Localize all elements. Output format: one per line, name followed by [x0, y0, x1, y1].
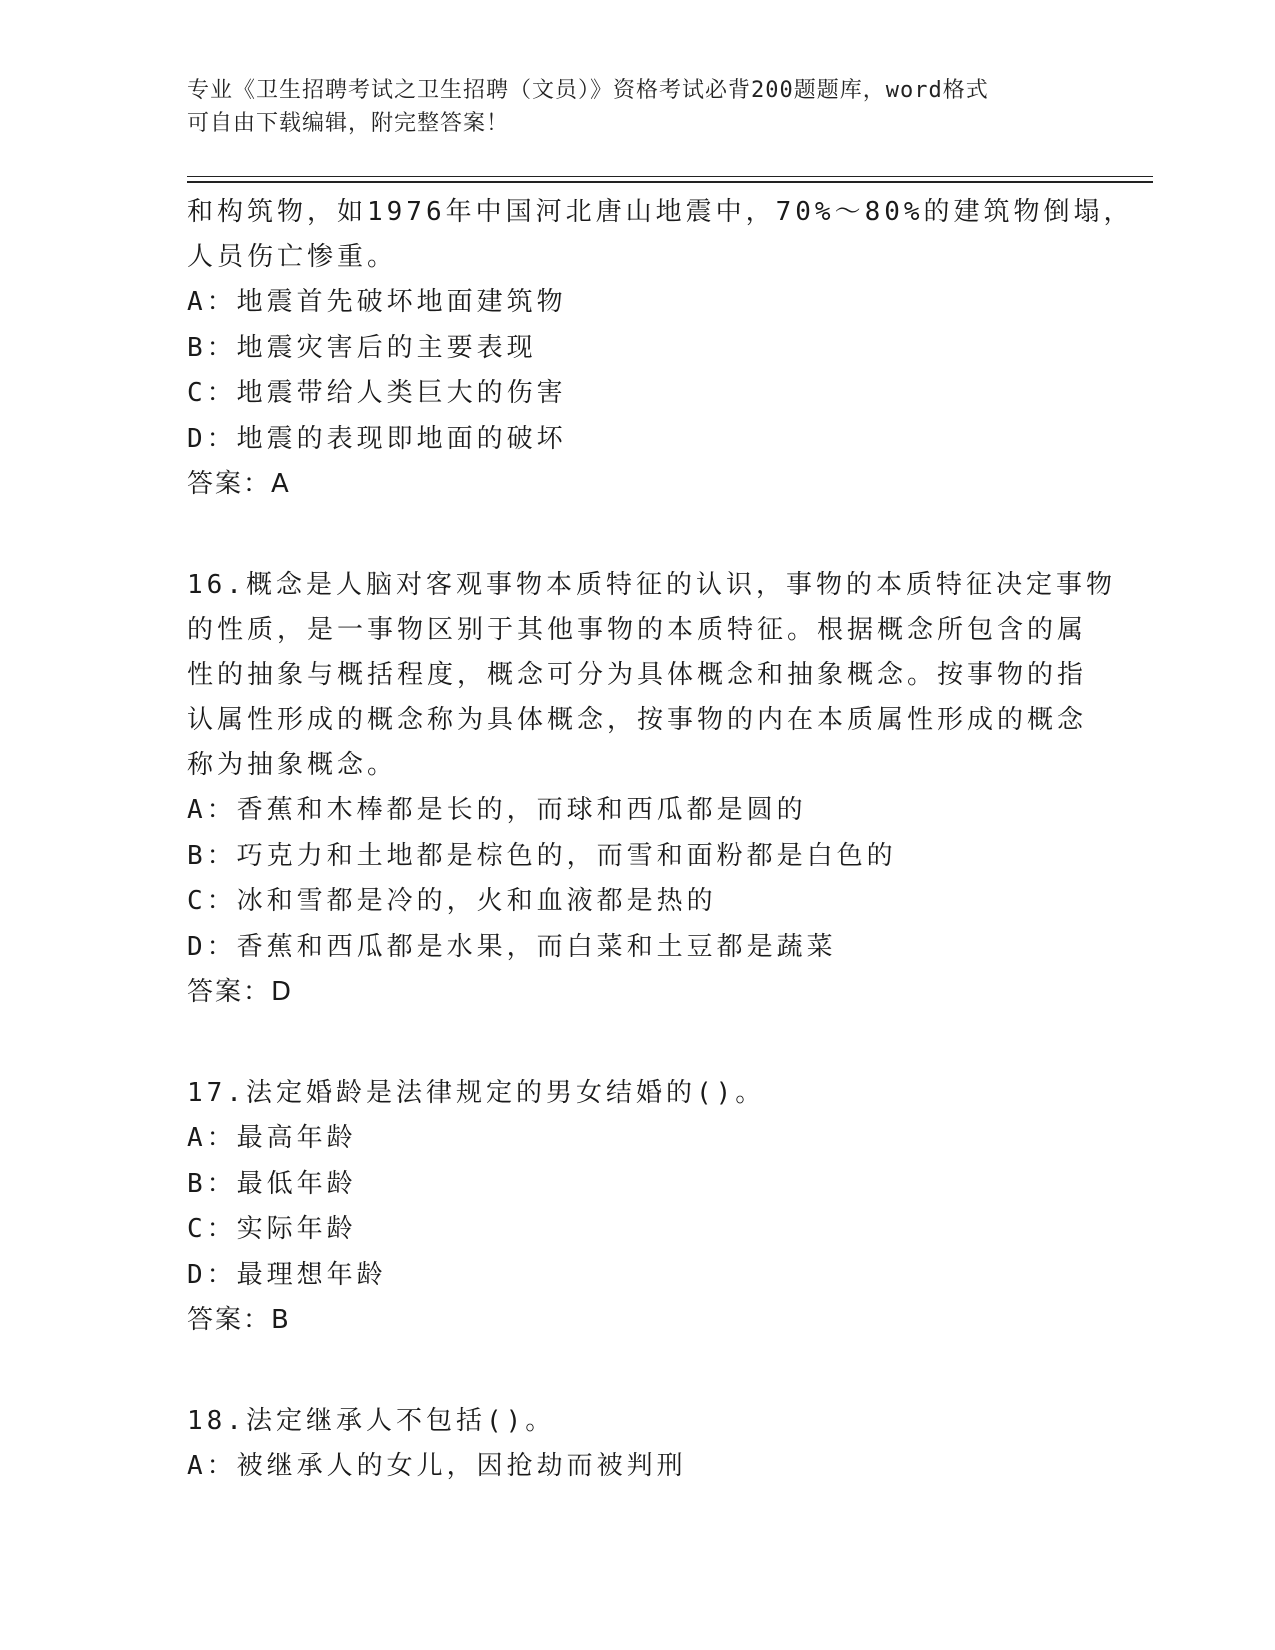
- option-a: A：最高年龄: [187, 1123, 357, 1153]
- question-text-line: 称为抽象概念。: [187, 750, 398, 780]
- option-b: B：巧克力和土地都是棕色的，而雪和面粉都是白色的: [187, 840, 897, 871]
- question-spacer: [187, 1015, 1087, 1071]
- answer-line: 答案：D: [187, 977, 294, 1007]
- option-c: C：地震带给人类巨大的伤害: [187, 378, 567, 408]
- question-text-line: 17.法定婚龄是法律规定的男女结婚的()。: [187, 1078, 766, 1108]
- header-divider-thin: [187, 176, 1153, 177]
- question-spacer: [187, 1343, 1087, 1399]
- question-text-line: 18.法定继承人不包括()。: [187, 1406, 556, 1436]
- option-a: A：香蕉和木棒都是长的，而球和西瓜都是圆的: [187, 795, 807, 825]
- header-title-line-1: 专业《卫生招聘考试之卫生招聘（文员）》资格考试必背200题题库，word格式: [187, 78, 989, 103]
- question-spacer: [187, 507, 1087, 563]
- option-a: A：被继承人的女儿，因抢劫而被判刑: [187, 1451, 687, 1481]
- question-text-line: 人员伤亡惨重。: [187, 242, 398, 272]
- option-d: D：最理想年龄: [187, 1259, 387, 1290]
- question-15-continued: [187, 190, 1134, 507]
- question-text-line: 和构筑物，如1976年中国河北唐山地震中，70%～80%的建筑物倒塌，: [187, 197, 1134, 227]
- option-b: B：最低年龄: [187, 1168, 357, 1199]
- header-divider-thick: [187, 181, 1153, 183]
- header-title-line-2: 可自由下载编辑，附完整答案！: [187, 111, 510, 136]
- question-18: [187, 1399, 1087, 1490]
- question-text-line: 的性质，是一事物区别于其他事物的本质特征。根据概念所包含的属: [187, 615, 1088, 645]
- option-b: B：地震灾害后的主要表现: [187, 332, 537, 363]
- question-text-line: 性的抽象与概括程度，概念可分为具体概念和抽象概念。按事物的指: [187, 660, 1088, 690]
- answer-line: 答案：A: [187, 469, 291, 499]
- option-d: D：香蕉和西瓜都是水果，而白菜和土豆都是蔬菜: [187, 931, 837, 962]
- option-a: A：地震首先破坏地面建筑物: [187, 287, 567, 317]
- option-c: C：冰和雪都是冷的，火和血液都是热的: [187, 886, 717, 916]
- option-d: D：地震的表现即地面的破坏: [187, 423, 567, 454]
- question-text-line: 16.概念是人脑对客观事物本质特征的认识，事物的本质特征决定事物: [187, 570, 1116, 600]
- document-header: [187, 74, 1087, 140]
- question-16: [187, 563, 1116, 1015]
- option-c: C：实际年龄: [187, 1214, 357, 1244]
- question-17: [187, 1071, 1087, 1343]
- answer-line: 答案：B: [187, 1305, 291, 1335]
- question-text-line: 认属性形成的概念称为具体概念，按事物的内在本质属性形成的概念: [187, 705, 1088, 735]
- document-body: [187, 190, 1134, 1490]
